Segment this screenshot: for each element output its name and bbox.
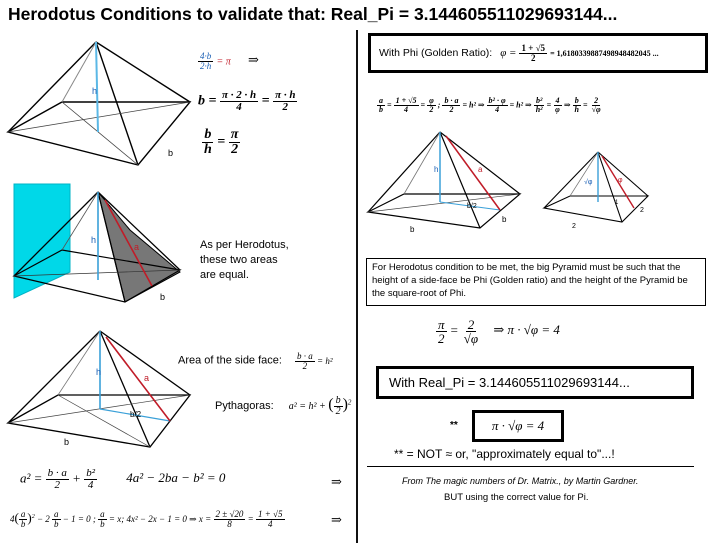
eq-ratio-pi: $\frac{4\cdot b}{2\cdot h}$ = π ⇒ — [200, 51, 259, 71]
pyramid-big-b-front-label: b — [410, 225, 415, 234]
stars-note: ** — [450, 420, 458, 431]
pyramid-diagram-3 — [0, 325, 210, 455]
pyramid3-b-label: b — [64, 437, 70, 447]
page-title: Herodotus Conditions to validate that: Real_Pi = 3.144605511029693144... — [8, 4, 618, 24]
pyramid-small-2-side-label: 2 — [640, 207, 644, 214]
pyramid-big-diagram — [362, 128, 532, 240]
condition-text: For Herodotus condition to be met, the big Pyramid must be such that the height of a side-face be Phi (Golden ratio) and the height of the Pyramid be the square-root of Phi. — [366, 258, 706, 306]
vertical-divider — [356, 30, 358, 543]
pyramid2-h-label: h — [91, 235, 97, 245]
not-approx-note: ** = NOT ≈ or, "approximately equal to"...! — [394, 447, 615, 461]
pyramid-big-a-label: a — [478, 165, 483, 174]
pythagoras-eq: Pythagoras: a² = h² + ( $\frac{b}{2}$ )$^2$ — [215, 395, 352, 418]
side-face-area: Area of the side face: $\frac{b \cdot a}{2}$ = h² — [178, 351, 333, 371]
phi-chain-equation: $\frac{a}{b}$ = $\frac{1 + √5}{4}$ = $\frac{\varphi}{2}$ ; $\frac{b \cdot a}{2}$ = h² ⇒ $\frac{\text{b² · φ}}{4}$ = h² ⇒ $\frac{\text{b²}}{\text{h²}}$ = $\frac{4}{\varphi}$ ⇒ $\frac{b}{h}$ = $\frac{2}{√\varphi}$ — [379, 96, 601, 114]
pyramid-diagram-1 — [0, 40, 200, 180]
pyramid-big-h-label: h — [434, 165, 439, 174]
bottom-eq-2: 4( $\frac{a}{b}$ )$^2$ − 2 $\frac{a}{b}$ − 1 = 0 ; $\frac{a}{b}$ = x; 4x² − 2x − 1 = 0 ⇒ x = $\frac{2 \pm √20}{8}$ = $\frac{1 + √5}{4}$ ⇒ — [10, 509, 342, 530]
pyramid3-a-label: a — [144, 373, 150, 383]
source-rule — [367, 466, 694, 467]
correct-value-note: BUT using the correct value for Pi. — [444, 492, 589, 503]
pyramid3-b2-label: b/2 — [130, 410, 142, 419]
eq-b-over-h: $\frac{b}{h}$ = $\frac{\pi}{2}$ — [204, 127, 239, 157]
pyramid2-b-label: b — [160, 292, 166, 302]
pyramid-small-diagram — [540, 148, 660, 236]
pyramid1-h-label: h — [92, 86, 98, 96]
real-pi-box: With Real_Pi = 3.144605511029693144... — [376, 366, 694, 399]
pi-sqrt-phi-box: π · √φ = 4 — [472, 410, 564, 442]
pyramid-big-b-side-label: b — [502, 215, 507, 224]
eq-b-equals: b = $\frac{\pi \cdot 2 \cdot h}{4}$ = $\frac{\pi \cdot h}{2}$ — [198, 89, 296, 113]
source-citation: From The magic numbers of Dr. Matrix., by Martin Gardner. — [402, 476, 639, 486]
phi-box: With Phi (Golden Ratio): φ = $\frac{1 + √5}{2}$ = 1,6180339887498948482045 ... — [368, 33, 708, 73]
pyramid-small-2-front-label: 2 — [572, 223, 576, 230]
pyramid-small-sqrtphi-label: √φ — [584, 179, 593, 186]
herodotus-note: As per Herodotus, these two areas are equal. — [200, 239, 289, 281]
pyramid-small-1-label: 1 — [615, 200, 619, 206]
pyramid2-a-label: a — [134, 242, 140, 252]
pyramid-small-phi-label: φ — [618, 177, 623, 184]
pyramid-big-b2-label: b/2 — [467, 203, 477, 210]
bottom-eq-1: a² = $\frac{b \cdot a}{2}$ + $\frac{\text{b²}}{4}$ 4a² − 2ba − b² = 0 ⇒ — [20, 467, 342, 491]
pyramid-diagram-2 — [0, 180, 200, 320]
pyramid3-h-label: h — [96, 367, 102, 377]
pyramid1-b-label: b — [168, 148, 174, 158]
pi-phi-equation: $\frac{\pi}{2}$ = $\frac{2}{√\varphi}$ ⇒ π · √φ = 4 — [438, 317, 560, 346]
